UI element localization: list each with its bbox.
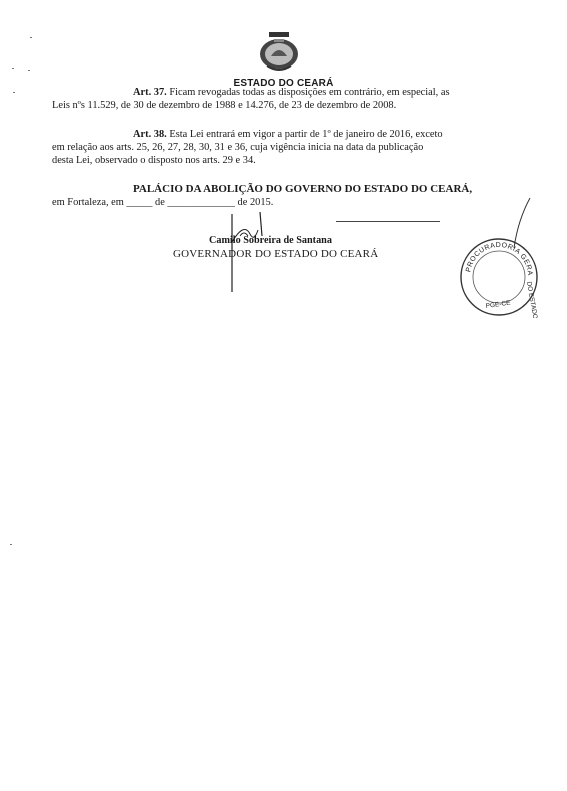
date-line: em Fortaleza, em _____ de _____________ de 2015. <box>52 197 274 208</box>
signature-line <box>336 221 440 222</box>
stamp-handwriting-stroke <box>512 196 532 250</box>
article-38-line-1: Art. 38. Esta Lei entrará em vigor a partir de 1º de janeiro de 2016, exceto <box>133 129 443 140</box>
palace-line: PALÁCIO DA ABOLIÇÃO DO GOVERNO DO ESTADO DO CEARÁ, <box>133 183 473 195</box>
governor-title: GOVERNADOR DO ESTADO DO CEARÁ <box>173 248 379 260</box>
article-38-line-2: em relação aos arts. 25, 26, 27, 28, 30, 31 e 36, cuja vigência inicia na data da publicação <box>52 142 424 153</box>
article-38-label: Art. 38. <box>133 129 167 140</box>
coat-of-arms-icon <box>257 30 301 74</box>
stamp-top-text: PROCURADORIA GERA <box>465 241 534 277</box>
state-header-title: ESTADO DO CEARÁ <box>233 78 334 89</box>
governor-name: Camilo Sobreira de Santana <box>209 235 332 246</box>
scan-speck <box>13 92 15 93</box>
scan-speck <box>30 37 32 38</box>
scan-speck <box>28 70 30 71</box>
article-37-line-1: Art. 37. Ficam revogadas todas as disposições em contrário, em especial, as <box>133 87 450 98</box>
scan-speck <box>10 544 12 545</box>
article-37-line-2: Leis nºs 11.529, de 30 de dezembro de 1988 e 14.276, de 23 de dezembro de 2008. <box>52 100 397 111</box>
article-38-line-3: desta Lei, observado o disposto nos arts. 29 e 34. <box>52 155 256 166</box>
stamp-bottom-text: PGE-CE <box>485 299 511 310</box>
article-37-label: Art. 37. <box>133 87 167 98</box>
stamp-side-text: DO ESTADO <box>525 281 539 318</box>
scan-speck <box>12 68 14 69</box>
